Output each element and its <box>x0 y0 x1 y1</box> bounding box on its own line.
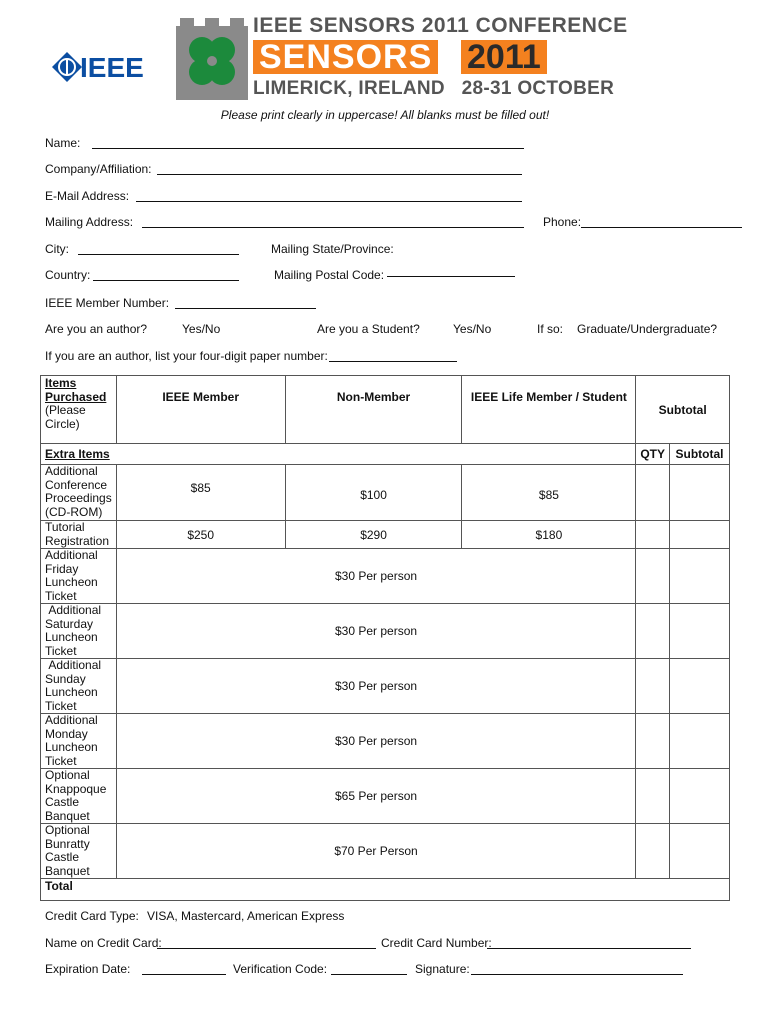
table-row <box>41 465 730 521</box>
ieee-member-heading: IEEE Member <box>116 376 285 444</box>
qty-cell[interactable] <box>636 659 670 714</box>
card-type-options[interactable]: VISA, Mastercard, American Express <box>147 909 345 923</box>
subtotal-heading: Subtotal <box>636 376 730 444</box>
conference-location: LIMERICK, IRELAND 28-31 OCTOBER <box>253 78 615 99</box>
item-name: Additional Monday Luncheon Ticket <box>41 714 117 769</box>
qty-cell[interactable] <box>636 824 670 879</box>
graduate-answer[interactable]: Graduate/Undergraduate? <box>577 322 718 336</box>
subtotal-column-heading: Subtotal <box>670 444 730 465</box>
city-label: City: <box>45 242 69 256</box>
table-row <box>41 549 730 604</box>
table-row <box>41 604 730 659</box>
registration-table <box>40 375 730 901</box>
verification-field[interactable] <box>331 974 407 975</box>
email-field[interactable] <box>136 201 522 202</box>
paper-number-field[interactable] <box>329 361 457 362</box>
table-row <box>41 714 730 769</box>
country-field[interactable] <box>93 280 239 281</box>
extra-items-row <box>41 444 730 465</box>
subtotal-cell[interactable] <box>670 769 730 824</box>
item-name: Tutorial Registration <box>41 521 117 549</box>
qty-cell[interactable] <box>636 521 670 549</box>
mailing-address-field[interactable] <box>142 227 524 228</box>
total-row <box>41 879 730 901</box>
author-question: Are you an author? <box>45 322 148 336</box>
postal-field[interactable] <box>387 276 515 277</box>
item-name: Additional Friday Luncheon Ticket <box>41 549 117 604</box>
member-number-label: IEEE Member Number: <box>45 296 170 310</box>
member-price[interactable]: $250 <box>116 521 285 549</box>
company-field[interactable] <box>157 174 522 175</box>
name-field[interactable] <box>92 148 524 149</box>
total-label: Total <box>41 879 730 901</box>
state-label: Mailing State/Province: <box>271 242 394 256</box>
item-name: Additional Saturday Luncheon Ticket <box>41 604 117 659</box>
member-price[interactable]: $85 <box>116 465 285 521</box>
life-member-heading: IEEE Life Member / Student <box>462 376 636 444</box>
please-circle-note: (Please Circle) <box>45 403 86 431</box>
name-label: Name: <box>45 136 81 150</box>
signature-field[interactable] <box>471 974 683 975</box>
table-row <box>41 824 730 879</box>
member-number-field[interactable] <box>175 308 316 309</box>
phone-field[interactable] <box>581 227 742 228</box>
qty-cell[interactable] <box>636 714 670 769</box>
subtotal-cell[interactable] <box>670 714 730 769</box>
subtotal-cell[interactable] <box>670 604 730 659</box>
email-label: E-Mail Address: <box>45 189 130 203</box>
conference-title: IEEE SENSORS 2011 CONFERENCE <box>253 14 628 37</box>
phone-label: Phone: <box>543 215 582 229</box>
item-name: Optional Knappoque Castle Banquet <box>41 769 117 824</box>
non-member-price[interactable]: $290 <box>285 521 462 549</box>
subtotal-cell[interactable] <box>670 549 730 604</box>
item-name: Additional Sunday Luncheon Ticket <box>41 659 117 714</box>
ieee-diamond-icon <box>52 52 82 82</box>
card-number-label: Credit Card Number: <box>381 936 492 950</box>
signature-label: Signature: <box>415 962 470 976</box>
paper-number-label: If you are an author, list your four-digit paper number: <box>45 349 328 363</box>
life-member-price[interactable]: $180 <box>462 521 636 549</box>
table-row <box>41 769 730 824</box>
postal-label: Mailing Postal Code: <box>274 268 385 282</box>
flat-price[interactable]: $30 Per person <box>116 604 636 659</box>
name-on-card-field[interactable] <box>157 948 376 949</box>
if-so-label: If so: <box>537 322 564 336</box>
company-label: Company/Affiliation: <box>45 162 152 176</box>
extra-items-heading: Extra Items <box>41 444 636 465</box>
qty-cell[interactable] <box>636 604 670 659</box>
student-answer[interactable]: Yes/No <box>453 322 492 336</box>
qty-cell[interactable] <box>636 465 670 521</box>
city-field[interactable] <box>78 254 239 255</box>
flat-price[interactable]: $70 Per Person <box>116 824 636 879</box>
qty-cell[interactable] <box>636 549 670 604</box>
expiration-field[interactable] <box>142 974 226 975</box>
verification-label: Verification Code: <box>233 962 328 976</box>
expiration-label: Expiration Date: <box>45 962 131 976</box>
flat-price[interactable]: $30 Per person <box>116 714 636 769</box>
shamrock-icon <box>189 37 235 85</box>
ieee-logo-text: IEEE <box>80 52 144 83</box>
student-question: Are you a Student? <box>317 322 420 336</box>
instructions: Please print clearly in uppercase! All blanks must be filled out! <box>220 108 550 122</box>
items-purchased-heading: Items Purchased <box>45 376 107 404</box>
qty-cell[interactable] <box>636 769 670 824</box>
conference-year: 2011 <box>461 40 547 74</box>
life-member-price[interactable]: $85 <box>462 465 636 521</box>
item-name: Additional Conference Proceedings (CD-ROM) <box>41 465 117 521</box>
flat-price[interactable]: $30 Per person <box>116 659 636 714</box>
subtotal-cell[interactable] <box>670 465 730 521</box>
qty-heading: QTY <box>636 444 670 465</box>
table-row <box>41 659 730 714</box>
subtotal-cell[interactable] <box>670 824 730 879</box>
card-number-field[interactable] <box>487 948 691 949</box>
subtotal-cell[interactable] <box>670 659 730 714</box>
conference-main-title: SENSORS <box>253 40 438 74</box>
name-on-card-label: Name on Credit Card: <box>45 936 162 950</box>
flat-price[interactable]: $30 Per person <box>116 549 636 604</box>
author-answer[interactable]: Yes/No <box>182 322 221 336</box>
item-name: Optional Bunratty Castle Banquet <box>41 824 117 879</box>
card-type-label: Credit Card Type: <box>45 909 139 923</box>
country-label: Country: <box>45 268 91 282</box>
flat-price[interactable]: $65 Per person <box>116 769 636 824</box>
non-member-heading: Non-Member <box>285 376 462 444</box>
table-row <box>41 521 730 549</box>
table-header-row <box>41 376 730 444</box>
subtotal-cell[interactable] <box>670 521 730 549</box>
items-purchased-cell <box>41 376 117 444</box>
non-member-price[interactable]: $100 <box>285 465 462 521</box>
mailing-address-label: Mailing Address: <box>45 215 134 229</box>
